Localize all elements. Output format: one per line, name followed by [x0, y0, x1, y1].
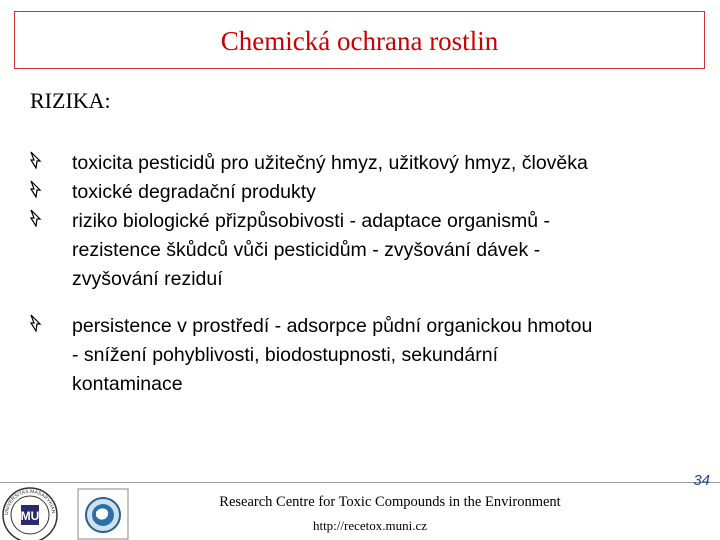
hand-pointer-bullet-icon: [28, 151, 44, 169]
masaryk-university-logo: [0, 485, 62, 540]
list-item-line: persistence v prostředí - adsorpce půdní organickou hmotou: [72, 315, 593, 337]
footer-divider: [0, 482, 720, 483]
page-number: 34: [693, 472, 710, 489]
list-item-line: zvyšování reziduí: [72, 268, 223, 290]
rizika-heading: RIZIKA:: [30, 88, 111, 113]
svg-text:UNIVERSITAS MASARYKIANA: UNIVERSITAS MASARYKIAN: [3, 488, 56, 516]
hand-pointer-bullet-icon: [28, 209, 44, 227]
slide-title: Chemická ochrana rostlin: [220, 25, 499, 56]
slide-title-box: [14, 11, 705, 69]
list-item-line: riziko biologické přizpůsobivosti - adaptace organismů -: [72, 210, 550, 232]
svg-text:MU: MU: [20, 509, 40, 523]
list-item-line: - snížení pohyblivosti, biodostupnosti, sekundární: [72, 344, 499, 366]
list-item-line: toxicita pesticidů pro užitečný hmyz, užitkový hmyz, člověka: [72, 152, 588, 174]
list-item-line: kontaminace: [72, 373, 183, 395]
footer-centre-name: Research Centre for Toxic Compounds in the Environment: [219, 494, 561, 510]
list-item-line: rezistence škůdců vůči pesticidům - zvyšování dávek -: [72, 239, 541, 261]
recetox-globe-logo: [77, 488, 129, 540]
list-item-line: toxické degradační produkty: [72, 181, 316, 203]
hand-pointer-bullet-icon: [28, 180, 44, 198]
footer-url-link[interactable]: http://recetox.muni.cz: [312, 518, 428, 533]
hand-pointer-bullet-icon: [28, 314, 44, 332]
